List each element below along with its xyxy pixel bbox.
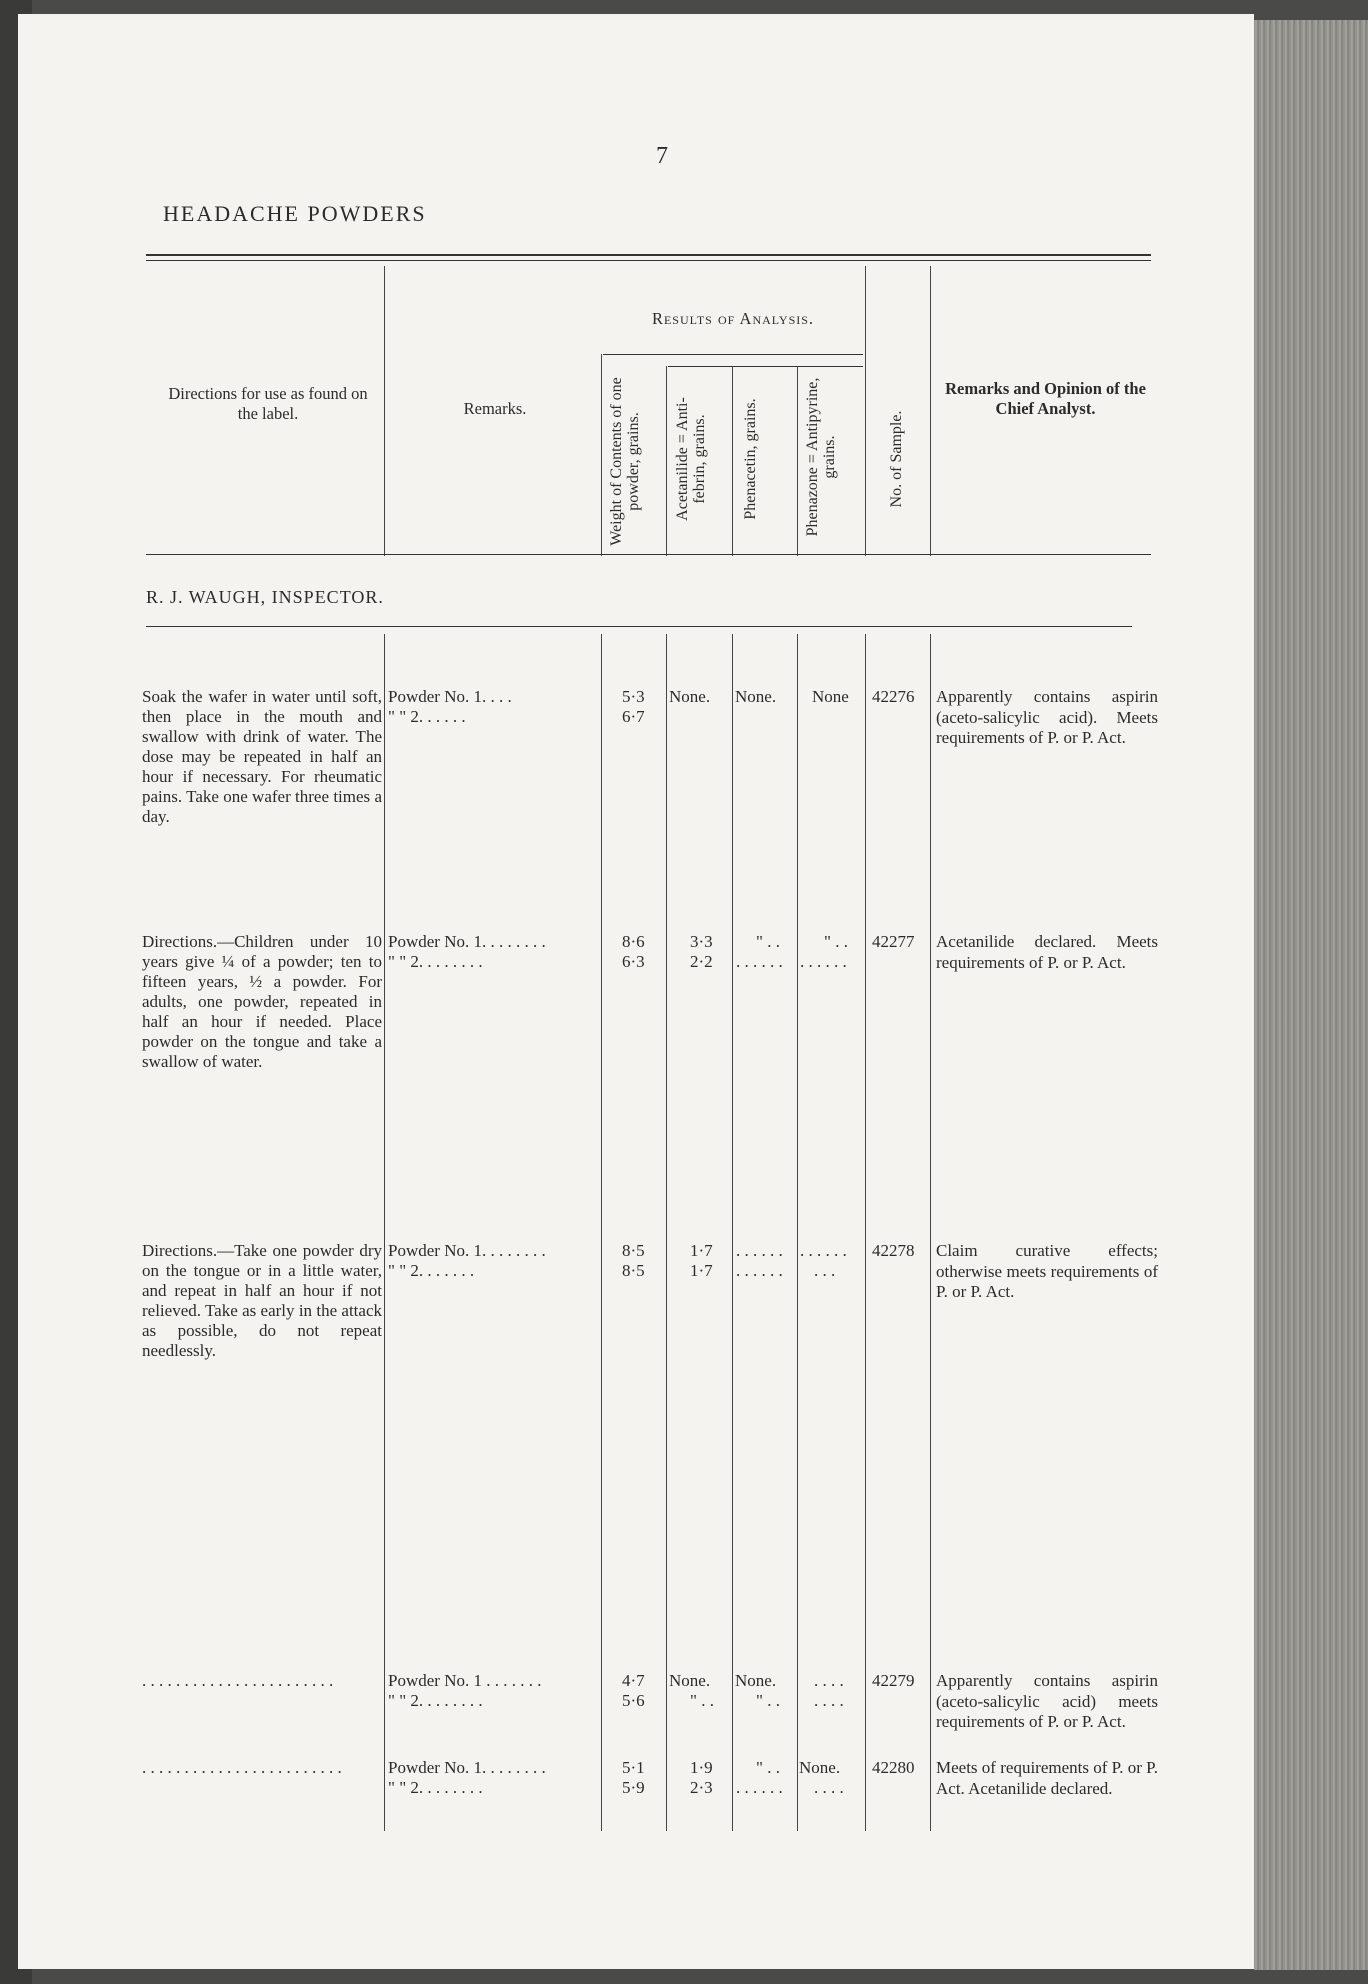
phenacetin-value: " . . — [756, 932, 780, 951]
directions-text: . . . . . . . . . . . . . . . . . . . . . . . — [142, 1671, 334, 1690]
remarks-line: Powder No. 1. . . . . . . . — [388, 1758, 546, 1777]
phenazone-value: . . . . . . — [800, 1241, 847, 1260]
weight-value: 5·6 — [622, 1691, 645, 1710]
top-rule-thin — [146, 260, 1151, 261]
acetanilide-value: None. — [669, 1671, 711, 1690]
phenacetin-value: . . . . . . — [736, 1778, 783, 1797]
header-phenazone: Phenazone = Antipyrine, grains. — [804, 377, 838, 537]
header-results: Results of Analysis. — [651, 309, 815, 328]
column-divider — [384, 634, 385, 1831]
header-divider — [930, 266, 931, 556]
column-divider — [732, 634, 733, 1831]
remarks-line: Powder No. 1. . . . — [388, 687, 512, 706]
phenazone-value: None — [812, 687, 849, 706]
acetanilide-value: 1·7 — [690, 1241, 713, 1260]
remarks-line: " " 2. . . . . . . — [388, 1261, 475, 1280]
opinion-text: Apparently contains aspirin (aceto-salicylic acid). Meets requirements of P. or P. Act. — [936, 687, 1158, 747]
remarks-line: Powder No. 1. . . . . . . . — [388, 1241, 546, 1260]
header-acetanilide: Acetanilide = Anti-febrin, grains. — [674, 397, 708, 521]
header-divider — [732, 366, 733, 556]
phenacetin-value: . . . . . . — [736, 952, 783, 971]
header-divider — [797, 366, 798, 556]
phenazone-value: . . . . — [814, 1778, 844, 1797]
phenazone-value: . . . . . . — [800, 952, 847, 971]
phenacetin-value: . . . . . . — [736, 1241, 783, 1260]
phenazone-value: " . . — [824, 932, 848, 951]
weight-value: 8·6 — [622, 932, 645, 951]
weight-value: 4·7 — [622, 1671, 645, 1690]
header-weight: Weight of Contents of one powder, grains. — [608, 377, 642, 546]
column-divider — [666, 634, 667, 1831]
column-divider — [797, 634, 798, 1831]
phenacetin-value: . . . . . . — [736, 1261, 783, 1280]
phenacetin-value: " . . — [756, 1758, 780, 1777]
weight-value: 5·1 — [622, 1758, 645, 1777]
remarks-line: Powder No. 1. . . . . . . . — [388, 932, 546, 951]
weight-value: 6·7 — [622, 707, 645, 726]
weight-value: 5·9 — [622, 1778, 645, 1797]
sample-number: 42277 — [872, 932, 915, 951]
weight-value: 8·5 — [622, 1241, 645, 1260]
opinion-text: Acetanilide declared. Meets requirements of P. or P. Act. — [936, 932, 1158, 972]
column-divider — [865, 634, 866, 1831]
phenacetin-value: " . . — [756, 1691, 780, 1710]
inspector-rule — [146, 626, 1132, 627]
sample-number: 42279 — [872, 1671, 915, 1690]
header-phenacetin: Phenacetin, grains. — [742, 398, 759, 520]
weight-value: 6·3 — [622, 952, 645, 971]
header-sample-no: No. of Sample. — [888, 410, 905, 508]
acetanilide-value: 3·3 — [690, 932, 713, 951]
header-bottom-rule — [146, 554, 1151, 555]
header-opinion: Remarks and Opinion of the Chief Analyst. — [945, 379, 1146, 418]
page-title: HEADACHE POWDERS — [163, 201, 427, 226]
directions-text: Soak the wafer in water until soft, then place in the mouth and swallow with drink of water. The dose may be repeated in half an hour if necessary. For rheumatic pains. Take one wafer three times a day. — [142, 687, 382, 826]
phenazone-value: . . . — [814, 1261, 836, 1280]
results-rule — [668, 366, 863, 367]
acetanilide-value: 1·9 — [690, 1758, 713, 1777]
opinion-text: Apparently contains aspirin (aceto-salicylic acid) meets requirements of P. or P. Act. — [936, 1671, 1158, 1731]
inspector-heading: R. J. WAUGH, INSPECTOR. — [146, 587, 384, 607]
directions-text: . . . . . . . . . . . . . . . . . . . . . . . . — [142, 1758, 342, 1777]
acetanilide-value: 2·2 — [690, 952, 713, 971]
page-number: 7 — [656, 143, 668, 169]
remarks-line: Powder No. 1 . . . . . . . — [388, 1671, 542, 1690]
remarks-line: " " 2. . . . . . . . — [388, 1778, 483, 1797]
weight-value: 8·5 — [622, 1261, 645, 1280]
opinion-text: Claim curative effects; otherwise meets requirements of P. or P. Act. — [936, 1241, 1158, 1301]
column-divider — [930, 634, 931, 1831]
header-divider — [384, 266, 385, 556]
page-edges — [1254, 20, 1368, 1970]
remarks-line: " " 2. . . . . . . . — [388, 952, 483, 971]
acetanilide-value: " . . — [690, 1691, 714, 1710]
weight-value: 5·3 — [622, 687, 645, 706]
opinion-text: Meets of requirements of P. or P. Act. Acetanilide declared. — [936, 1758, 1158, 1798]
header-divider — [865, 266, 866, 556]
header-divider — [601, 354, 602, 556]
header-divider — [666, 366, 667, 556]
phenazone-value: . . . . — [814, 1691, 844, 1710]
directions-text: Directions.—Children under 10 years give ¼ of a powder; ten to fifteen years, ½ a powder. For adults, one powder, repeated in half an hour if needed. Place powder on the tongue and take a swallow of water. — [142, 932, 382, 1071]
column-divider — [601, 634, 602, 1831]
phenacetin-value: None. — [735, 687, 777, 706]
phenazone-value: . . . . — [814, 1671, 844, 1690]
directions-text: Directions.—Take one powder dry on the tongue or in a little water, and repeat in half an hour if not relieved. Take as early in the attack as possible, do not repeat needlessly. — [142, 1241, 382, 1360]
sample-number: 42278 — [872, 1241, 915, 1260]
phenacetin-value: None. — [735, 1671, 777, 1690]
document-page — [18, 14, 1254, 1969]
sample-number: 42276 — [872, 687, 915, 706]
remarks-line: " " 2. . . . . . . . — [388, 1691, 483, 1710]
remarks-line: " " 2. . . . . . — [388, 707, 466, 726]
acetanilide-value: 1·7 — [690, 1261, 713, 1280]
acetanilide-value: 2·3 — [690, 1778, 713, 1797]
top-rule — [146, 254, 1151, 256]
results-rule — [603, 354, 863, 355]
acetanilide-value: None. — [669, 687, 711, 706]
header-remarks: Remarks. — [463, 399, 527, 418]
phenazone-value: None. — [799, 1758, 841, 1777]
sample-number: 42280 — [872, 1758, 915, 1777]
header-directions: Directions for use as found on the label. — [168, 384, 368, 423]
